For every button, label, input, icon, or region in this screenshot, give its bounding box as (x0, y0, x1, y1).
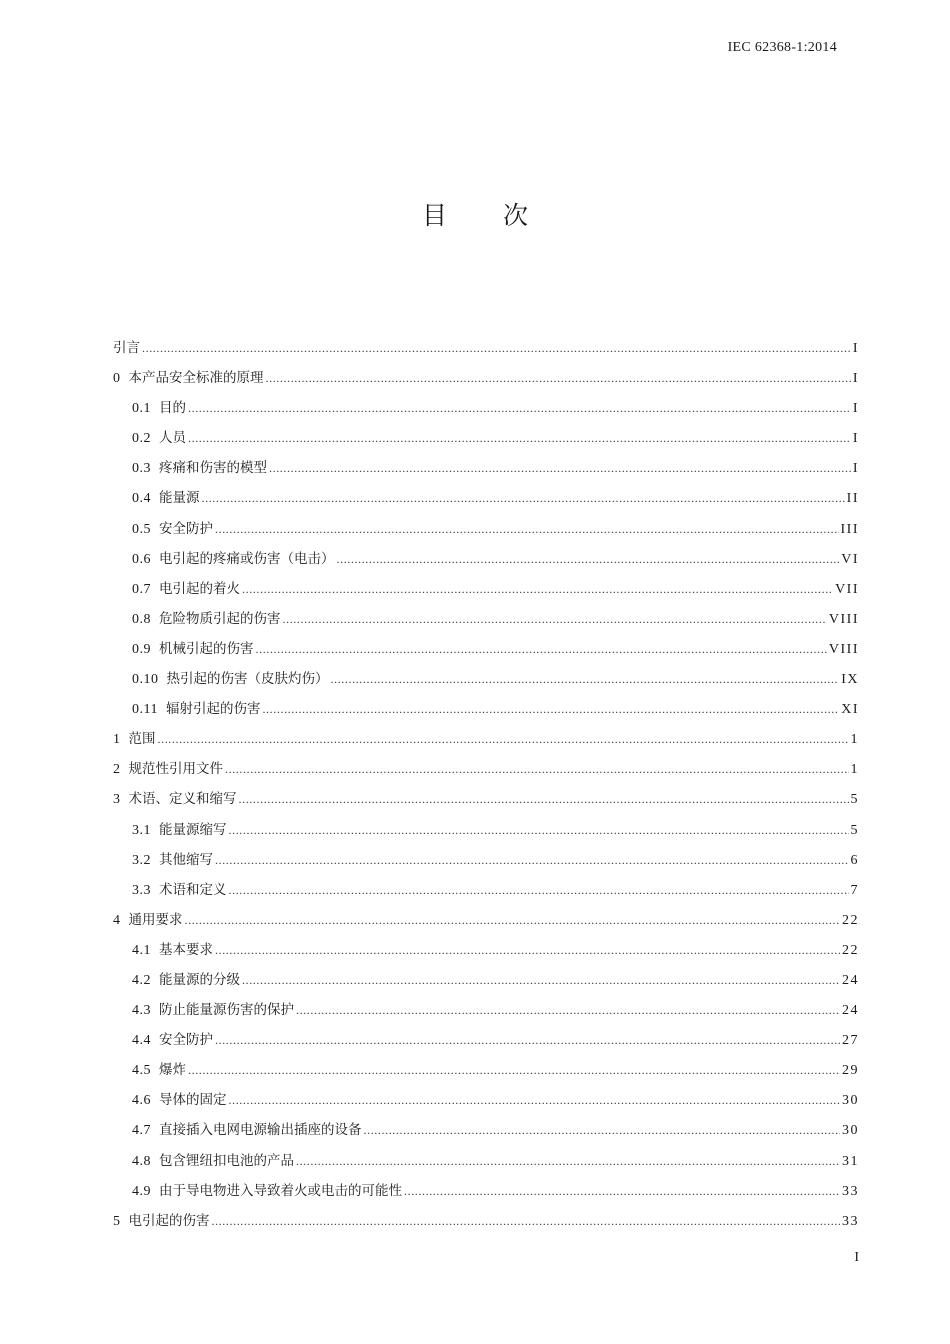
toc-entry[interactable] (113, 333, 859, 363)
toc-entry-number: 0.1 (132, 401, 151, 417)
toc-entry-page: 5 (850, 792, 859, 808)
toc-entry[interactable] (113, 1025, 859, 1055)
toc-entry-label: 安全防护 (159, 520, 213, 537)
toc-dot-leader (262, 694, 839, 724)
toc-dot-leader (229, 815, 849, 845)
toc-entry[interactable] (113, 664, 859, 694)
toc-entry-label: 机械引起的伤害 (159, 640, 254, 657)
toc-entry-label: 防止能量源伤害的保护 (159, 1002, 294, 1019)
toc-entry-number: 4.2 (132, 972, 151, 988)
toc-entry-page: 30 (842, 1123, 859, 1139)
toc-entry-number: 4 (113, 912, 121, 928)
toc-entry-label: 基本要求 (159, 941, 213, 958)
toc-entry-number: 3.3 (132, 882, 151, 898)
toc-entry-number: 0.5 (132, 521, 151, 537)
toc-entry-label: 能量源的分级 (159, 971, 240, 988)
toc-dot-leader (239, 784, 849, 814)
toc-entry-page: 22 (842, 942, 859, 958)
toc-entry[interactable] (113, 1146, 859, 1176)
toc-entry-label: 范围 (128, 731, 156, 748)
toc-entry[interactable] (113, 604, 859, 634)
toc-entry-number: 0.10 (132, 672, 159, 688)
toc-entry-label: 术语和定义 (159, 881, 227, 898)
toc-entry[interactable] (113, 634, 859, 664)
toc-entry-number: 5 (113, 1213, 121, 1229)
toc-entry-label: 爆炸 (159, 1062, 186, 1079)
toc-entry-page: III (840, 521, 859, 537)
toc-entry-page: VI (841, 551, 859, 567)
toc-dot-leader (296, 995, 840, 1025)
toc-entry[interactable] (113, 724, 859, 754)
toc-entry-page: II (846, 491, 859, 507)
toc-entry[interactable] (113, 815, 859, 845)
page-title-char-1: 目 (421, 201, 447, 230)
toc-entry[interactable] (113, 965, 859, 995)
toc-entry-number: 0.6 (132, 551, 151, 567)
toc-dot-leader (215, 514, 839, 544)
toc-entry-label: 规范性引用文件 (128, 761, 223, 778)
toc-entry-number: 3.1 (132, 822, 151, 838)
toc-entry-page: 24 (842, 972, 859, 988)
toc-entry-label: 包含锂纽扣电池的产品 (159, 1152, 294, 1169)
toc-entry-page: 5 (850, 822, 859, 838)
toc-dot-leader (283, 604, 827, 634)
toc-entry-page: I (852, 371, 859, 387)
toc-entry-label: 辐射引起的伤害 (165, 701, 261, 718)
toc-entry-page: I (852, 401, 859, 417)
toc-entry[interactable] (113, 875, 859, 905)
toc-dot-leader (188, 393, 851, 423)
toc-entry-label: 人员 (159, 430, 186, 447)
table-of-contents (113, 333, 859, 1236)
toc-entry-number: 0.7 (132, 581, 151, 597)
toc-entry-label: 疼痛和伤害的模型 (159, 460, 267, 477)
toc-dot-leader (337, 544, 840, 574)
toc-entry-label: 电引起的疼痛或伤害（电击） (159, 550, 335, 567)
toc-entry-number: 1 (113, 732, 121, 748)
toc-entry-page: 22 (842, 912, 859, 928)
toc-entry-number: 0.4 (132, 491, 151, 507)
toc-entry-label: 术语、定义和缩写 (128, 791, 237, 808)
toc-dot-leader (256, 634, 827, 664)
toc-entry[interactable] (113, 1115, 859, 1145)
toc-entry-number: 0.3 (132, 461, 151, 477)
toc-dot-leader (142, 333, 851, 363)
toc-entry-label: 通用要求 (128, 911, 183, 928)
toc-dot-leader (202, 483, 845, 513)
toc-entry-label: 能量源缩写 (159, 821, 227, 838)
toc-entry-number: 4.4 (132, 1033, 151, 1049)
toc-entry-page: I (852, 461, 859, 477)
toc-entry-page: 33 (842, 1183, 859, 1199)
toc-entry[interactable] (113, 1055, 859, 1085)
toc-dot-leader (266, 363, 851, 393)
toc-entry-label: 电引起的伤害 (128, 1212, 210, 1229)
toc-entry-label: 能量源 (159, 490, 200, 507)
toc-entry-label: 安全防护 (159, 1032, 213, 1049)
toc-entry-label: 引言 (113, 340, 140, 356)
toc-entry-label: 热引起的伤害（皮肤灼伤） (166, 671, 329, 688)
toc-entry[interactable] (113, 1085, 859, 1115)
toc-entry-page: IX (841, 672, 859, 688)
toc-dot-leader (242, 574, 833, 604)
toc-entry[interactable] (113, 905, 859, 935)
toc-entry-number: 4.6 (132, 1093, 151, 1109)
toc-entry-page: 27 (842, 1033, 859, 1049)
toc-entry-page: VIII (828, 641, 859, 657)
toc-dot-leader (229, 1085, 841, 1115)
toc-dot-leader (229, 875, 849, 905)
toc-dot-leader (242, 965, 840, 995)
toc-entry-page: VIII (828, 611, 859, 627)
toc-entry-page: I (852, 431, 859, 447)
toc-entry[interactable] (113, 1176, 859, 1206)
toc-entry-number: 4.8 (132, 1153, 151, 1169)
toc-entry-number: 0.11 (132, 702, 158, 718)
toc-dot-leader (364, 1115, 841, 1145)
toc-entry-label: 直接插入电网电源输出插座的设备 (159, 1122, 362, 1139)
toc-dot-leader (215, 935, 840, 965)
toc-entry[interactable] (113, 453, 859, 483)
toc-dot-leader (269, 453, 851, 483)
toc-dot-leader (225, 754, 849, 784)
toc-entry-label: 目的 (159, 400, 186, 417)
toc-entry-number: 4.5 (132, 1063, 151, 1079)
toc-entry[interactable] (113, 544, 859, 574)
page-title (0, 196, 950, 232)
toc-entry-label: 危险物质引起的伤害 (159, 610, 281, 627)
toc-entry[interactable] (113, 483, 859, 513)
toc-dot-leader (215, 845, 849, 875)
toc-entry-number: 0.2 (132, 431, 151, 447)
toc-entry-page: 1 (850, 732, 859, 748)
toc-dot-leader (404, 1176, 840, 1206)
toc-dot-leader (188, 1055, 840, 1085)
toc-entry-number: 4.9 (132, 1183, 151, 1199)
toc-entry-page: VII (835, 581, 859, 597)
toc-entry-page: 31 (842, 1153, 859, 1169)
toc-entry-number: 0.9 (132, 641, 151, 657)
toc-entry-page: I (852, 341, 859, 356)
toc-entry-page: 33 (842, 1213, 859, 1229)
toc-entry-number: 4.1 (132, 942, 151, 958)
toc-dot-leader (331, 664, 840, 694)
toc-entry-number: 0 (113, 371, 121, 387)
toc-entry[interactable] (113, 754, 859, 784)
toc-entry-label: 导体的固定 (159, 1092, 227, 1109)
toc-entry-number: 4.7 (132, 1123, 151, 1139)
toc-entry[interactable] (113, 845, 859, 875)
toc-entry-page: 30 (842, 1093, 859, 1109)
toc-entry[interactable] (113, 784, 859, 814)
toc-entry-number: 0.8 (132, 611, 151, 627)
toc-entry-page: 1 (850, 762, 859, 778)
page-number: I (854, 1250, 859, 1265)
toc-entry-number: 3.2 (132, 852, 151, 868)
toc-entry[interactable] (113, 935, 859, 965)
toc-entry-page: 24 (842, 1003, 859, 1019)
toc-entry-number: 4.3 (132, 1003, 151, 1019)
toc-entry[interactable] (113, 995, 859, 1025)
standard-id: IEC 62368-1:2014 (727, 40, 837, 55)
toc-entry-label: 本产品安全标准的原理 (128, 370, 264, 387)
toc-entry[interactable] (113, 423, 859, 453)
toc-entry-page: 7 (850, 882, 859, 898)
toc-dot-leader (296, 1146, 840, 1176)
toc-entry-number: 3 (113, 792, 121, 808)
toc-entry[interactable] (113, 363, 859, 393)
toc-dot-leader (158, 724, 849, 754)
toc-entry-page: XI (841, 702, 859, 718)
toc-dot-leader (188, 423, 851, 453)
toc-entry[interactable] (113, 393, 859, 423)
toc-entry[interactable] (113, 514, 859, 544)
toc-dot-leader (215, 1025, 840, 1055)
toc-entry[interactable] (113, 694, 859, 724)
page-title-char-2: 次 (503, 201, 529, 230)
toc-dot-leader (212, 1206, 841, 1236)
toc-entry-page: 6 (850, 852, 859, 868)
toc-entry[interactable] (113, 1206, 859, 1236)
toc-entry-number: 2 (113, 762, 121, 778)
toc-entry-page: 29 (842, 1063, 859, 1079)
toc-dot-leader (185, 905, 841, 935)
toc-entry[interactable] (113, 574, 859, 604)
toc-entry-label: 电引起的着火 (159, 580, 240, 597)
toc-entry-label: 其他缩写 (159, 851, 213, 868)
toc-entry-label: 由于导电物进入导致着火或电击的可能性 (159, 1182, 402, 1199)
